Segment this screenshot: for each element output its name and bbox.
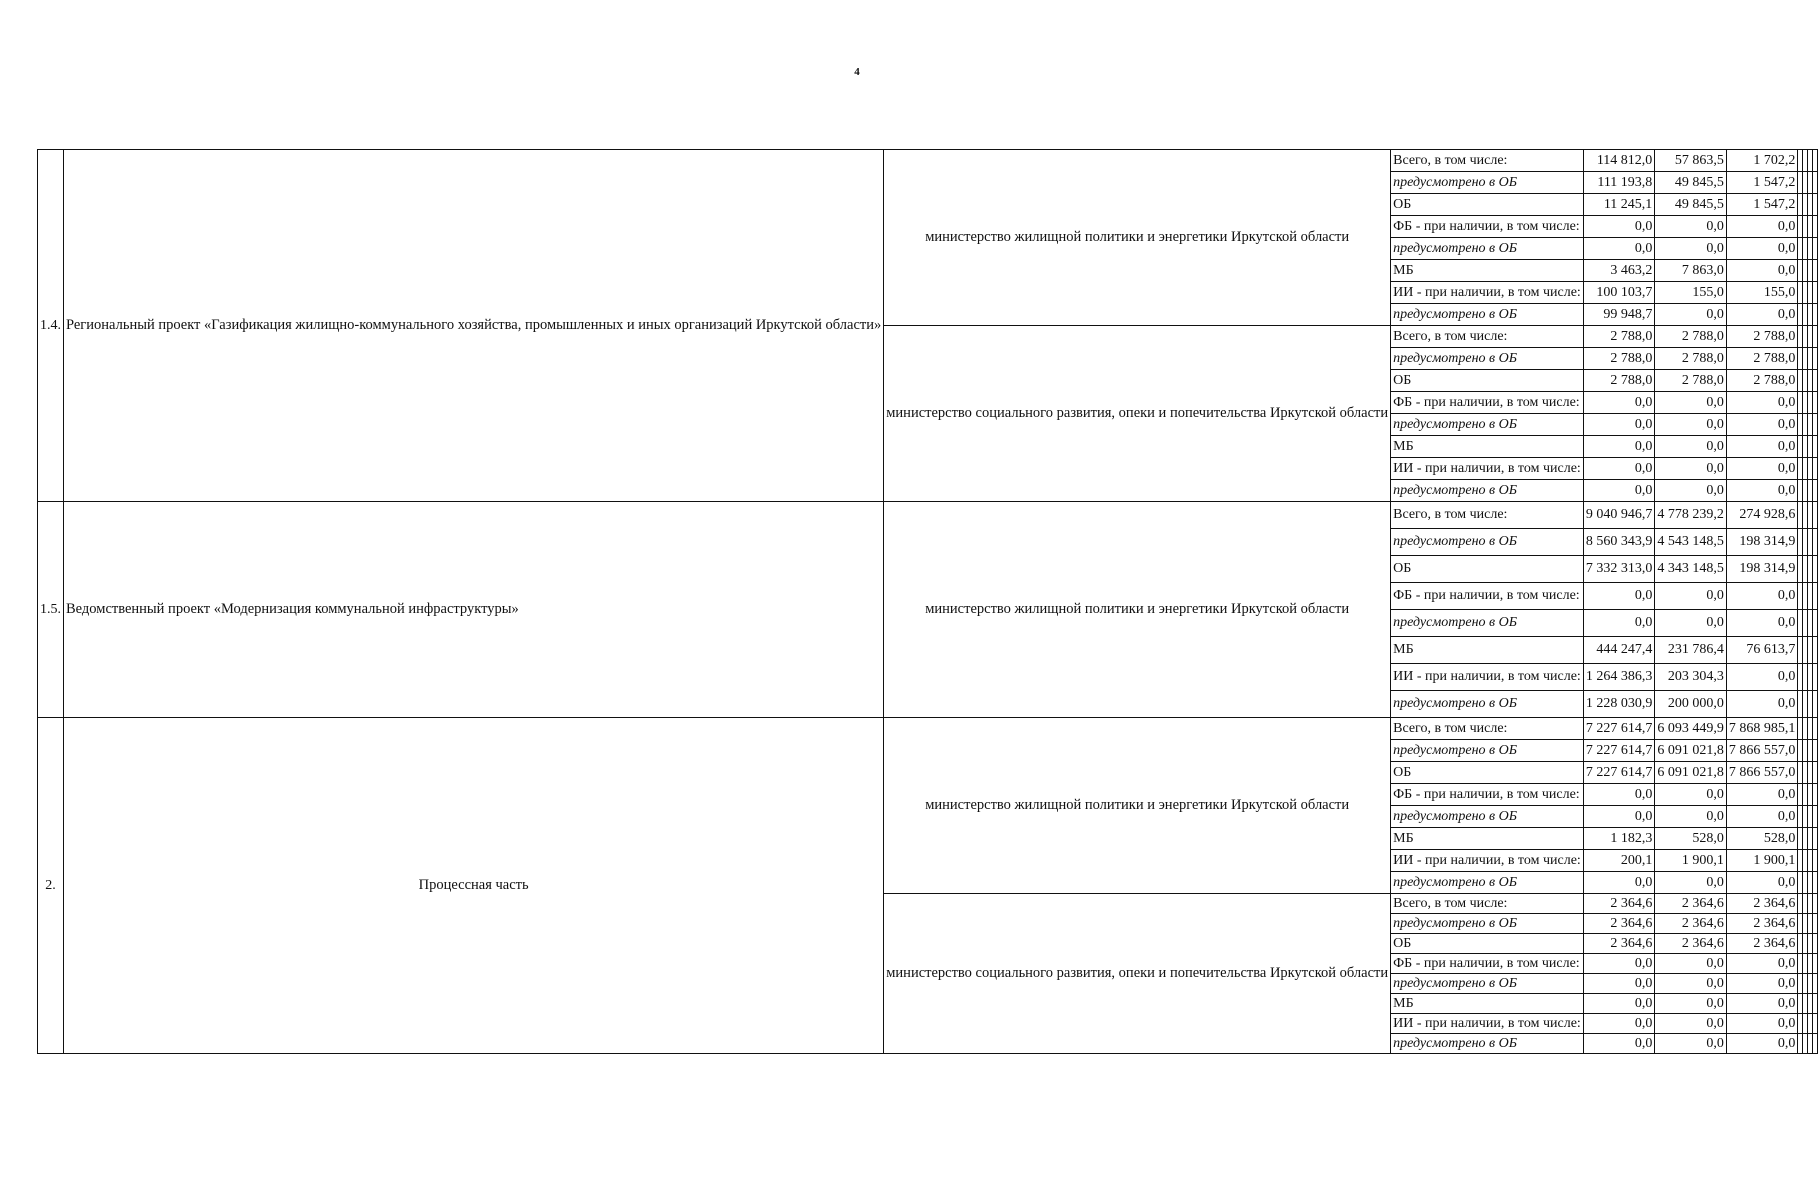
amount-cell: 0,0 (1655, 583, 1727, 610)
amount-cell: 2 364,6 (1726, 914, 1798, 934)
amount-cell: 0,0 (1583, 954, 1655, 974)
amount-cell: 0,0 (1726, 610, 1798, 637)
section-title: Региональный проект «Газификация жилищно-коммунального хозяйства, промышленных и иных организаций Иркутской области» (64, 150, 884, 502)
amount-cell: 0,0 (1726, 784, 1798, 806)
empty-cell (1813, 260, 1818, 282)
amount-cell: 0,0 (1726, 583, 1798, 610)
funding-source-label: предусмотрено в ОБ (1391, 414, 1584, 436)
amount-cell: 0,0 (1655, 414, 1727, 436)
amount-cell: 0,0 (1583, 806, 1655, 828)
funding-source-label: ОБ (1391, 194, 1584, 216)
amount-cell: 0,0 (1655, 1014, 1727, 1034)
funding-source-label: ФБ - при наличии, в том числе: (1391, 583, 1584, 610)
funding-source-label: ФБ - при наличии, в том числе: (1391, 216, 1584, 238)
amount-cell: 528,0 (1726, 828, 1798, 850)
amount-cell: 76 613,7 (1726, 637, 1798, 664)
funding-source-label: предусмотрено в ОБ (1391, 872, 1584, 894)
amount-cell: 4 778 239,2 (1655, 502, 1727, 529)
amount-cell: 2 788,0 (1655, 326, 1727, 348)
amount-cell: 1 547,2 (1726, 172, 1798, 194)
empty-cell (1813, 238, 1818, 260)
funding-source-label: предусмотрено в ОБ (1391, 914, 1584, 934)
amount-cell: 3 463,2 (1583, 260, 1655, 282)
amount-cell: 0,0 (1726, 304, 1798, 326)
empty-cell (1813, 392, 1818, 414)
amount-cell: 0,0 (1655, 304, 1727, 326)
amount-cell: 0,0 (1726, 954, 1798, 974)
amount-cell: 2 364,6 (1583, 934, 1655, 954)
amount-cell: 2 364,6 (1726, 934, 1798, 954)
funding-source-label: предусмотрено в ОБ (1391, 691, 1584, 718)
empty-cell (1813, 691, 1818, 718)
amount-cell: 0,0 (1655, 974, 1727, 994)
empty-cell (1813, 894, 1818, 914)
funding-source-label: Всего, в том числе: (1391, 150, 1584, 172)
funding-source-label: предусмотрено в ОБ (1391, 348, 1584, 370)
funding-source-label: ИИ - при наличии, в том числе: (1391, 458, 1584, 480)
funding-source-label: ИИ - при наличии, в том числе: (1391, 850, 1584, 872)
amount-cell: 274 928,6 (1726, 502, 1798, 529)
section-number: 2. (38, 718, 64, 1054)
empty-cell (1813, 1014, 1818, 1034)
funding-source-label: ОБ (1391, 762, 1584, 784)
funding-source-label: предусмотрено в ОБ (1391, 974, 1584, 994)
page-number: 4 (854, 66, 860, 78)
funding-source-label: предусмотрено в ОБ (1391, 238, 1584, 260)
funding-source-label: ИИ - при наличии, в том числе: (1391, 1014, 1584, 1034)
amount-cell: 0,0 (1583, 872, 1655, 894)
empty-cell (1813, 172, 1818, 194)
amount-cell: 0,0 (1583, 458, 1655, 480)
amount-cell: 0,0 (1655, 238, 1727, 260)
amount-cell: 0,0 (1583, 994, 1655, 1014)
empty-cell (1813, 414, 1818, 436)
amount-cell: 203 304,3 (1655, 664, 1727, 691)
amount-cell: 0,0 (1726, 458, 1798, 480)
amount-cell: 2 788,0 (1583, 370, 1655, 392)
section-title: Ведомственный проект «Модернизация коммунальной инфраструктуры» (64, 502, 884, 718)
amount-cell: 0,0 (1655, 436, 1727, 458)
empty-cell (1813, 974, 1818, 994)
amount-cell: 0,0 (1726, 480, 1798, 502)
empty-cell (1813, 480, 1818, 502)
amount-cell: 7 866 557,0 (1726, 740, 1798, 762)
amount-cell: 2 364,6 (1726, 894, 1798, 914)
funding-source-label: предусмотрено в ОБ (1391, 480, 1584, 502)
funding-source-label: ОБ (1391, 934, 1584, 954)
funding-source-label: предусмотрено в ОБ (1391, 304, 1584, 326)
funding-source-label: ФБ - при наличии, в том числе: (1391, 954, 1584, 974)
amount-cell: 4 543 148,5 (1655, 529, 1727, 556)
funding-source-label: предусмотрено в ОБ (1391, 529, 1584, 556)
amount-cell: 7 863,0 (1655, 260, 1727, 282)
amount-cell: 111 193,8 (1583, 172, 1655, 194)
amount-cell: 6 091 021,8 (1655, 762, 1727, 784)
amount-cell: 114 812,0 (1583, 150, 1655, 172)
table-row (38, 502, 1818, 529)
budget-table-body (38, 150, 1818, 1054)
amount-cell: 0,0 (1583, 583, 1655, 610)
amount-cell: 0,0 (1583, 610, 1655, 637)
amount-cell: 9 040 946,7 (1583, 502, 1655, 529)
empty-cell (1813, 934, 1818, 954)
amount-cell: 444 247,4 (1583, 637, 1655, 664)
amount-cell: 2 788,0 (1583, 348, 1655, 370)
amount-cell: 0,0 (1655, 458, 1727, 480)
empty-cell (1813, 556, 1818, 583)
amount-cell: 198 314,9 (1726, 529, 1798, 556)
amount-cell: 49 845,5 (1655, 172, 1727, 194)
empty-cell (1813, 282, 1818, 304)
amount-cell: 2 788,0 (1655, 348, 1727, 370)
empty-cell (1813, 304, 1818, 326)
amount-cell: 1 182,3 (1583, 828, 1655, 850)
executor-name: министерство жилищной политики и энергетики Иркутской области (884, 502, 1391, 718)
empty-cell (1813, 1034, 1818, 1054)
funding-source-label: ИИ - при наличии, в том числе: (1391, 664, 1584, 691)
amount-cell: 2 788,0 (1655, 370, 1727, 392)
amount-cell: 0,0 (1583, 1034, 1655, 1054)
amount-cell: 7 868 985,1 (1726, 718, 1798, 740)
executor-name: министерство жилищной политики и энергетики Иркутской области (884, 718, 1391, 894)
amount-cell: 1 264 386,3 (1583, 664, 1655, 691)
amount-cell: 0,0 (1726, 414, 1798, 436)
amount-cell: 0,0 (1726, 691, 1798, 718)
amount-cell: 0,0 (1655, 216, 1727, 238)
funding-source-label: Всего, в том числе: (1391, 894, 1584, 914)
amount-cell: 7 227 614,7 (1583, 762, 1655, 784)
amount-cell: 2 364,6 (1655, 914, 1727, 934)
amount-cell: 0,0 (1726, 436, 1798, 458)
amount-cell: 0,0 (1655, 806, 1727, 828)
amount-cell: 0,0 (1583, 436, 1655, 458)
amount-cell: 2 788,0 (1726, 370, 1798, 392)
empty-cell (1813, 216, 1818, 238)
funding-source-label: ОБ (1391, 370, 1584, 392)
funding-source-label: предусмотрено в ОБ (1391, 1034, 1584, 1054)
amount-cell: 198 314,9 (1726, 556, 1798, 583)
amount-cell: 8 560 343,9 (1583, 529, 1655, 556)
funding-source-label: ФБ - при наличии, в том числе: (1391, 392, 1584, 414)
amount-cell: 0,0 (1726, 664, 1798, 691)
funding-source-label: МБ (1391, 828, 1584, 850)
amount-cell: 0,0 (1583, 216, 1655, 238)
amount-cell: 0,0 (1655, 872, 1727, 894)
funding-source-label: ФБ - при наличии, в том числе: (1391, 784, 1584, 806)
amount-cell: 0,0 (1726, 974, 1798, 994)
amount-cell: 0,0 (1655, 784, 1727, 806)
amount-cell: 99 948,7 (1583, 304, 1655, 326)
empty-cell (1813, 828, 1818, 850)
amount-cell: 6 091 021,8 (1655, 740, 1727, 762)
funding-source-label: ОБ (1391, 556, 1584, 583)
empty-cell (1813, 610, 1818, 637)
amount-cell: 6 093 449,9 (1655, 718, 1727, 740)
empty-cell (1813, 502, 1818, 529)
amount-cell: 0,0 (1726, 872, 1798, 894)
amount-cell: 0,0 (1583, 392, 1655, 414)
amount-cell: 7 866 557,0 (1726, 762, 1798, 784)
amount-cell: 0,0 (1726, 1034, 1798, 1054)
funding-source-label: предусмотрено в ОБ (1391, 172, 1584, 194)
funding-source-label: Всего, в том числе: (1391, 326, 1584, 348)
amount-cell: 200,1 (1583, 850, 1655, 872)
empty-cell (1813, 348, 1818, 370)
amount-cell: 11 245,1 (1583, 194, 1655, 216)
empty-cell (1813, 806, 1818, 828)
funding-source-label: МБ (1391, 260, 1584, 282)
amount-cell: 4 343 148,5 (1655, 556, 1727, 583)
amount-cell: 7 227 614,7 (1583, 740, 1655, 762)
amount-cell: 1 900,1 (1726, 850, 1798, 872)
empty-cell (1813, 784, 1818, 806)
amount-cell: 7 332 313,0 (1583, 556, 1655, 583)
amount-cell: 2 788,0 (1583, 326, 1655, 348)
funding-source-label: Всего, в том числе: (1391, 718, 1584, 740)
amount-cell: 1 900,1 (1655, 850, 1727, 872)
amount-cell: 2 788,0 (1726, 326, 1798, 348)
amount-cell: 1 702,2 (1726, 150, 1798, 172)
empty-cell (1813, 637, 1818, 664)
amount-cell: 49 845,5 (1655, 194, 1727, 216)
amount-cell: 2 364,6 (1583, 894, 1655, 914)
amount-cell: 0,0 (1655, 392, 1727, 414)
amount-cell: 2 364,6 (1583, 914, 1655, 934)
amount-cell: 1 228 030,9 (1583, 691, 1655, 718)
funding-source-label: МБ (1391, 637, 1584, 664)
empty-cell (1813, 718, 1818, 740)
section-number: 1.4. (38, 150, 64, 502)
funding-source-label: ИИ - при наличии, в том числе: (1391, 282, 1584, 304)
empty-cell (1813, 872, 1818, 894)
amount-cell: 0,0 (1583, 414, 1655, 436)
amount-cell: 0,0 (1583, 784, 1655, 806)
amount-cell: 0,0 (1655, 994, 1727, 1014)
amount-cell: 0,0 (1583, 974, 1655, 994)
section-number: 1.5. (38, 502, 64, 718)
amount-cell: 0,0 (1726, 806, 1798, 828)
amount-cell: 0,0 (1655, 954, 1727, 974)
amount-cell: 0,0 (1726, 260, 1798, 282)
empty-cell (1813, 664, 1818, 691)
amount-cell: 0,0 (1726, 392, 1798, 414)
amount-cell: 100 103,7 (1583, 282, 1655, 304)
section-title: Процессная часть (64, 718, 884, 1054)
funding-source-label: предусмотрено в ОБ (1391, 740, 1584, 762)
table-row (38, 718, 1818, 740)
amount-cell: 0,0 (1583, 480, 1655, 502)
amount-cell: 231 786,4 (1655, 637, 1727, 664)
empty-cell (1813, 954, 1818, 974)
empty-cell (1813, 762, 1818, 784)
empty-cell (1813, 850, 1818, 872)
amount-cell: 0,0 (1583, 1014, 1655, 1034)
empty-cell (1813, 740, 1818, 762)
amount-cell: 0,0 (1726, 238, 1798, 260)
amount-cell: 0,0 (1726, 1014, 1798, 1034)
amount-cell: 57 863,5 (1655, 150, 1727, 172)
empty-cell (1813, 370, 1818, 392)
amount-cell: 0,0 (1583, 238, 1655, 260)
funding-source-label: МБ (1391, 994, 1584, 1014)
budget-table (37, 149, 1818, 1054)
amount-cell: 0,0 (1726, 216, 1798, 238)
amount-cell: 528,0 (1655, 828, 1727, 850)
empty-cell (1813, 994, 1818, 1014)
funding-source-label: предусмотрено в ОБ (1391, 806, 1584, 828)
funding-source-label: Всего, в том числе: (1391, 502, 1584, 529)
executor-name: министерство социального развития, опеки и попечительства Иркутской области (884, 894, 1391, 1054)
executor-name: министерство жилищной политики и энергетики Иркутской области (884, 150, 1391, 326)
empty-cell (1813, 326, 1818, 348)
amount-cell: 0,0 (1726, 994, 1798, 1014)
executor-name: министерство социального развития, опеки и попечительства Иркутской области (884, 326, 1391, 502)
empty-cell (1813, 583, 1818, 610)
empty-cell (1813, 150, 1818, 172)
amount-cell: 2 364,6 (1655, 934, 1727, 954)
amount-cell: 0,0 (1655, 480, 1727, 502)
amount-cell: 0,0 (1655, 610, 1727, 637)
funding-source-label: предусмотрено в ОБ (1391, 610, 1584, 637)
table-row (38, 150, 1818, 172)
empty-cell (1813, 458, 1818, 480)
empty-cell (1813, 194, 1818, 216)
funding-source-label: МБ (1391, 436, 1584, 458)
empty-cell (1813, 914, 1818, 934)
empty-cell (1813, 529, 1818, 556)
amount-cell: 2 364,6 (1655, 894, 1727, 914)
amount-cell: 0,0 (1655, 1034, 1727, 1054)
amount-cell: 7 227 614,7 (1583, 718, 1655, 740)
empty-cell (1813, 436, 1818, 458)
amount-cell: 1 547,2 (1726, 194, 1798, 216)
amount-cell: 2 788,0 (1726, 348, 1798, 370)
amount-cell: 155,0 (1655, 282, 1727, 304)
amount-cell: 200 000,0 (1655, 691, 1727, 718)
amount-cell: 155,0 (1726, 282, 1798, 304)
